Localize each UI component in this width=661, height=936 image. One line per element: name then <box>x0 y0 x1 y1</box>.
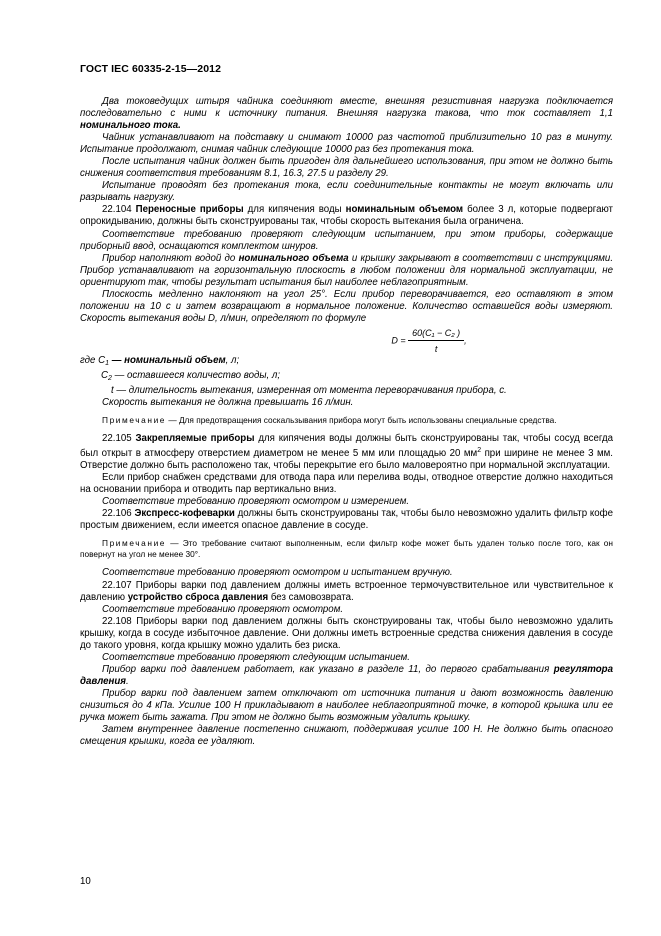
formula-fraction <box>408 327 464 355</box>
paragraph: Соответствие требованию проверяют осмотром и испытанием вручную. <box>102 567 453 579</box>
paragraph: Соответствие требованию проверяют осмотром и измерением. <box>102 496 410 508</box>
paragraph: Затем внутреннее давление постепенно снижают, поддерживая усилие 100 Н. Не должно быть опасного смещения крышки, когда ее удаляют. <box>80 724 613 748</box>
term-bold: номинальным объемом <box>345 204 464 216</box>
text-run: Прибор наполняют водой до <box>102 252 239 264</box>
text-run: для кипячения воды <box>243 204 346 216</box>
paragraph: Испытание проводят без протекания тока, если соединительные контакты не могут включать или разрывать нагрузку. <box>80 180 613 204</box>
text-run: для кипячения воды должны быть сконструированы так, чтобы сосуд всегда был открыт в атмосферу отверстием диаметром не менее 5 мм или площадью 20 мм <box>80 433 613 460</box>
text-run: . <box>126 675 129 687</box>
dash: — <box>109 354 125 366</box>
term-bold: Закрепляемые приборы <box>135 433 255 445</box>
clause-22-105 <box>80 433 613 472</box>
formula-tail: , <box>464 335 467 346</box>
note-label: Примечание <box>102 415 167 426</box>
text-run: без самовозврата. <box>268 591 354 603</box>
paragraph <box>80 96 613 132</box>
text-run: — оставшееся количество воды, л; <box>111 369 281 381</box>
page-header-title: ГОСТ IEC 60335-2-15—2012 <box>80 63 222 75</box>
note-label: Примечание <box>102 538 167 549</box>
clause-number: 22.107 <box>102 579 132 591</box>
clause-22-106 <box>80 508 613 532</box>
superscript: 2 <box>477 447 482 455</box>
where-line-2 <box>80 370 613 385</box>
term-bold: устройство сброса давления <box>127 591 269 603</box>
note-text: — Это требование считают выполненным, если фильтр кофе может быть удален только после того, как он повернут на угол не менее 30°. <box>80 538 613 560</box>
clause-number: 22.108 <box>102 615 132 627</box>
where-line-1 <box>80 355 613 370</box>
paragraph <box>80 253 613 289</box>
clause-22-108 <box>80 616 613 652</box>
note-text: — Для предотвращения соскальзывания прибора могут быть использованы специальные средства. <box>166 415 557 426</box>
paragraph: Чайник устанавливают на подставку и снимают 10000 раз частотой приблизительно 10 раз в минуту. Испытание продолжают, снимая чайник следующие 10000 раз без протекания тока. <box>80 132 613 156</box>
term-bold: Экспресс-кофеварки <box>134 508 235 520</box>
clause-number: 22.106 <box>102 508 132 520</box>
clause-number: 22.105 <box>102 433 132 445</box>
text-run: где C <box>80 354 106 366</box>
text-run: , л; <box>225 354 240 366</box>
paragraph: Плоскость медленно наклоняют на угол 25°. Если прибор переворачивается, его оставляют в этом положении на 10 с и затем возвращают в нормальное положение. Количество оставшейся воды измеряют. Скорость вытекания воды D, л/мин, определяют по формуле <box>80 288 613 324</box>
text-run: Приборы варки под давлением должны быть сконструированы так, чтобы было невозможно удалить крышку, когда в сосуде избыточное давление. Они должны иметь встроенные средства снижения давления в сосуде до такого уровня, когда крышку можно удалить без риска. <box>80 615 613 651</box>
text-run: и крышку закрывают в соответствии с инструкциями. Прибор устанавливают на горизонтальную плоскость в любом положении для нормальной эксплуатации, не ориентируют так, чтобы результат испытания был наиболее неблагоприятным. <box>80 252 614 288</box>
subscript: 2 <box>108 374 112 382</box>
clause-22-107 <box>80 580 613 604</box>
text-run: Прибор варки под давлением работает, как указано в разделе 11, до первого срабатывания <box>102 663 554 675</box>
paragraph <box>80 664 613 688</box>
paragraph: Соответствие требованию проверяют осмотром. <box>102 603 344 615</box>
page-number: 10 <box>80 876 91 887</box>
clause-number: 22.104 <box>102 204 132 216</box>
note-2 <box>80 538 613 560</box>
term-bold: регулятора давления <box>80 663 613 687</box>
formula-lhs: D = <box>391 335 406 346</box>
formula <box>245 327 613 353</box>
text-run: более 3 л, которые подвергают опрокидыванию, должны быть сконструированы так, чтобы скорость вытекания была ограничена. <box>80 204 613 228</box>
text-run: при ширине не менее 3 мм. Отверстие должно быть расположено так, чтобы перекрытие его было маловероятно при нормальной эксплуатации. <box>80 448 613 472</box>
term-bold: Переносные приборы <box>135 204 244 216</box>
text-run: Два токоведущих штыря чайника соединяют вместе, внешняя резистивная нагрузка подключается последовательно с ними к источнику питания. Внешняя нагрузка такова, что ток составляет 1,1 <box>80 96 613 120</box>
note-1 <box>80 415 613 426</box>
text-run: Приборы варки под давлением должны иметь встроенное термочувствительное или чувствительное к давлению <box>80 579 613 603</box>
term-bold: номинального тока. <box>80 120 181 132</box>
term-bold: номинального объема <box>238 252 349 264</box>
clause-22-104 <box>80 204 613 228</box>
paragraph: Соответствие требованию проверяют следующим испытанием. <box>102 651 410 663</box>
paragraph: Соответствие требованию проверяют следующим испытанием, при этом приборы, содержащие приборный ввод, оснащаются комплектом шнуров. <box>80 228 613 252</box>
where-line-3: t — длительность вытекания, измеренная от момента переворачивания прибора, с. <box>111 384 507 396</box>
text-run: должны быть сконструированы так, чтобы было невозможно удалить фильтр кофе простым движением, если имеется опасное давление в сосуде. <box>80 508 613 532</box>
paragraph: После испытания чайник должен быть пригоден для дальнейшего использования, при этом не должно быть снижения соответствия требованиям 8.1, 16.3, 27.5 и разделу 29. <box>80 156 613 180</box>
paragraph: Прибор варки под давлением затем отключают от источника питания и дают возможность давлению снизиться до 4 кПа. Усилие 100 Н прикладывают в наиболее неблагоприятной точке, в которой крышка или ее ручка может быть зажата. При этом не должно быть возможным удалить крышку. <box>80 687 613 724</box>
text-run: C <box>101 369 108 381</box>
paragraph: Если прибор снабжен средствами для отвода пара или перелива воды, отводное отверстие должно находиться на основании прибора и отводить пар вертикально вниз. <box>80 472 613 496</box>
formula-numerator: 60(C₁ − C₂ ) <box>408 327 464 341</box>
document-body <box>80 96 613 748</box>
paragraph: Скорость вытекания не должна превышать 16 л/мин. <box>102 397 354 409</box>
subscript: 1 <box>105 359 110 367</box>
formula-denominator: t <box>434 343 438 354</box>
term-bold: номинальный объем <box>124 354 226 366</box>
